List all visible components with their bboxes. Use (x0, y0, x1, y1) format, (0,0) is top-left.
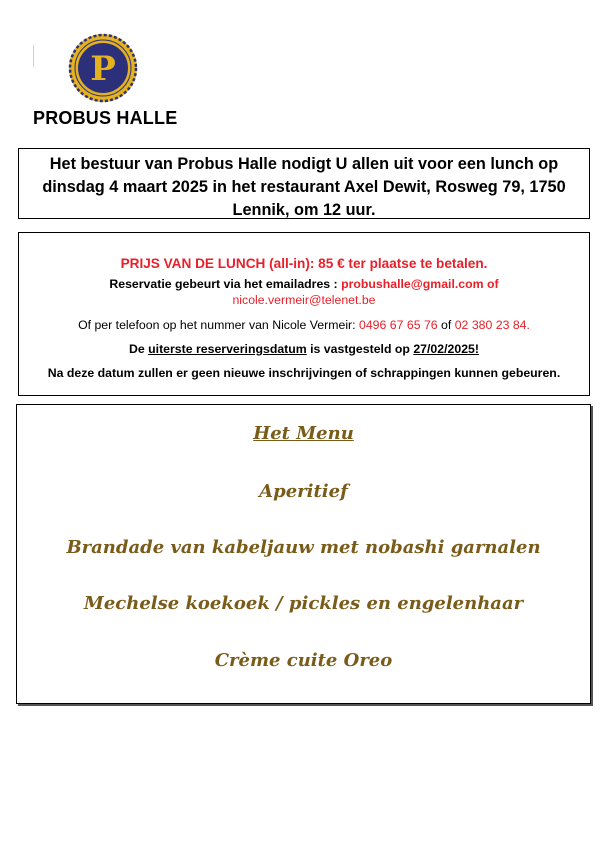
deadline-line (19, 341, 589, 357)
menu-item-creme-cuite: Crème cuite Oreo (214, 650, 393, 671)
notice-line: Na deze datum zullen er geen nieuwe inschrijvingen of schrappingen kunnen gebeuren. (47, 366, 561, 380)
menu-item-mechelse-koekoek: Mechelse koekoek / pickles en engelenhaar (83, 593, 524, 614)
info-box (18, 232, 590, 396)
reservation-label: Reservatie gebeurt via het emailadres : (109, 277, 342, 291)
deadline-term: uiterste reserveringsdatum (148, 342, 307, 356)
phone-number-1[interactable]: 0496 67 65 76 (358, 318, 438, 332)
deadline-mid: is vastgesteld op (306, 342, 414, 356)
phone-label: Of per telefoon op het nummer van Nicole Vermeir: (78, 318, 359, 332)
reservation-line (19, 276, 589, 292)
phone-or: of (437, 318, 455, 332)
price-line: PRIJS VAN DE LUNCH (all-in): 85 € ter plaatse te betalen. (120, 256, 488, 271)
margin-mark (33, 45, 34, 67)
email-link-2[interactable]: nicole.vermeir@telenet.be (232, 293, 376, 307)
email-line-2 (19, 292, 589, 308)
invitation-box (18, 148, 590, 219)
deadline-prefix: De (129, 342, 149, 356)
probus-logo-icon (68, 33, 138, 103)
deadline-date: 27/02/2025! (413, 342, 479, 356)
menu-item-aperitief: Aperitief (259, 481, 348, 502)
email-link-1[interactable]: probushalle@gmail.com of (341, 277, 499, 291)
invitation-text: Het bestuur van Probus Halle nodigt U allen uit voor een lunch op dinsdag 4 maart 2025 in het restaurant Axel Dewit, Rosweg 79, 1750 Lennik, om 12 uur. (42, 155, 566, 219)
menu-box (16, 404, 591, 704)
menu-title: Het Menu (253, 423, 354, 444)
phone-line (19, 317, 589, 333)
phone-number-2[interactable]: 02 380 23 84. (454, 318, 530, 332)
organization-name: PROBUS HALLE (33, 108, 178, 128)
logo-letter: P (90, 49, 116, 89)
menu-item-brandade: Brandade van kabeljauw met nobashi garnalen (66, 537, 541, 558)
